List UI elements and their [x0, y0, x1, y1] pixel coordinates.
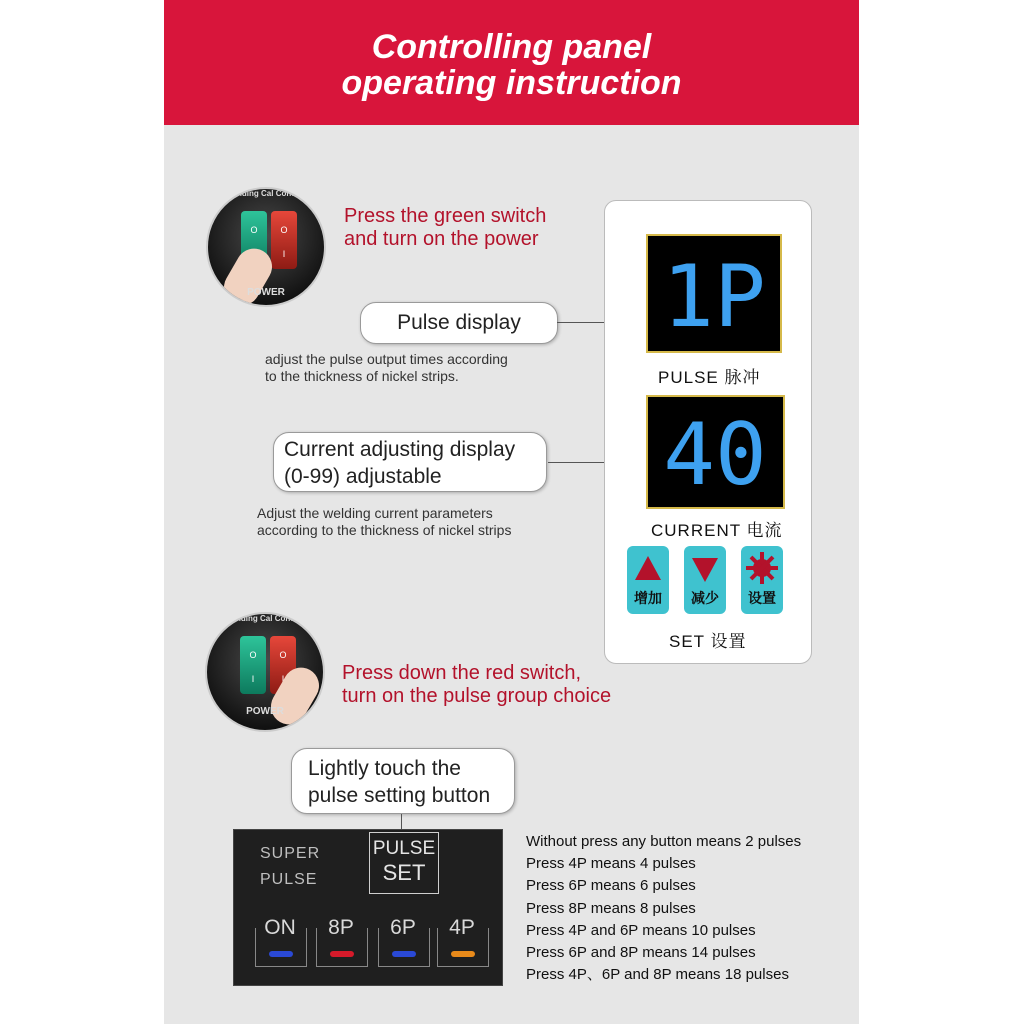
- current-digits: [648, 397, 783, 507]
- control-panel: [604, 200, 812, 664]
- set-button-label: 设置: [748, 590, 776, 606]
- decrease-label: 减少: [691, 590, 719, 606]
- increase-button[interactable]: [627, 546, 669, 614]
- triangle-up-icon: [627, 546, 669, 586]
- pulse-set-line1: PULSE: [372, 838, 436, 859]
- step1-note-line1: Press the green switch: [344, 205, 547, 227]
- pulse-setting-bubble: [291, 748, 515, 814]
- pulse-setting-line1: Lightly touch the: [308, 757, 461, 780]
- green-switch-icon: O: [241, 211, 267, 269]
- pulse-rule: Press 8P means 8 pulses: [526, 899, 696, 917]
- pulse-display: [646, 234, 782, 353]
- mode-4p-button[interactable]: [437, 928, 489, 967]
- red-switch-icon-2: O: [270, 636, 296, 694]
- current-desc-line2: according to the thickness of nickel strips: [257, 522, 512, 538]
- pulse-set-button[interactable]: [369, 832, 439, 894]
- power-label-2: POWER: [246, 706, 284, 717]
- step2-note-line1: Press down the red switch,: [342, 662, 581, 684]
- pulse-rule: Press 4P、6P and 8P means 18 pulses: [526, 966, 789, 984]
- mode-on-label: ON: [264, 916, 296, 939]
- mode-8p-indicator: [330, 951, 354, 957]
- step1-note-line2: and turn on the power: [344, 228, 539, 250]
- title-banner: [164, 0, 859, 125]
- pulse-desc-line2: to the thickness of nickel strips.: [265, 368, 459, 384]
- mode-4p-label: 4P: [449, 916, 475, 939]
- current-display: [646, 395, 785, 509]
- set-button[interactable]: [741, 546, 783, 614]
- current-label: CURRENT 电流: [651, 521, 783, 540]
- mode-on-indicator: [269, 951, 293, 957]
- mode-6p-button[interactable]: [378, 928, 430, 967]
- power-label: POWER: [247, 287, 285, 298]
- mode-4p-indicator: [451, 951, 475, 957]
- banner-title-line2: operating instruction: [341, 64, 682, 102]
- current-bubble-line2: (0-99) adjustable: [284, 465, 442, 488]
- super-pulse-panel: [233, 829, 503, 986]
- red-switch-icon: O I: [271, 211, 297, 269]
- current-bubble-line1: Current adjusting display: [284, 438, 516, 461]
- current-desc-line1: Adjust the welding current parameters: [257, 505, 493, 521]
- current-display-bubble: [273, 432, 547, 492]
- green-switch-photo: [206, 187, 326, 307]
- mode-on-button[interactable]: [255, 928, 307, 967]
- gear-burst-icon: [741, 546, 783, 586]
- pulse-rule: Press 6P means 6 pulses: [526, 877, 696, 895]
- pulse-setting-line2: pulse setting button: [308, 784, 491, 807]
- increase-label: 增加: [634, 590, 662, 606]
- super-label-line1: SUPER: [260, 845, 321, 862]
- set-label: SET 设置: [669, 632, 747, 651]
- mode-8p-button[interactable]: [316, 928, 368, 967]
- pulse-rule: Press 4P means 4 pulses: [526, 855, 696, 873]
- pulse-rule: Without press any button means 2 pulses: [526, 833, 802, 850]
- switch-panel-label: Welding Cal Control: [227, 189, 305, 198]
- decrease-button[interactable]: [684, 546, 726, 614]
- current-value: 40: [663, 405, 767, 505]
- pulse-rule: Press 6P and 8P means 14 pulses: [526, 943, 756, 961]
- switch-panel-label-2: Welding Cal Control: [226, 614, 304, 623]
- red-switch-photo: [205, 612, 325, 732]
- pulse-rules-list: [526, 831, 801, 986]
- step2-note-line2: turn on the pulse group choice: [342, 685, 612, 707]
- pulse-label: PULSE 脉冲: [658, 368, 761, 387]
- mode-6p-label: 6P: [390, 916, 416, 939]
- pulse-value: 1P: [662, 247, 766, 347]
- mode-6p-indicator: [392, 951, 416, 957]
- mode-8p-label: 8P: [328, 916, 354, 939]
- pulse-desc-line1: adjust the pulse output times according: [265, 351, 508, 367]
- triangle-down-icon: [684, 546, 726, 586]
- pulse-rule: Press 4P and 6P means 10 pulses: [526, 921, 756, 939]
- banner-title-line1: Controlling panel: [371, 28, 652, 66]
- green-switch-icon-2: O I: [240, 636, 266, 694]
- pulse-display-bubble: Pulse display: [360, 302, 558, 344]
- super-label-line2: PULSE: [260, 871, 318, 888]
- pulse-digits: [648, 236, 780, 351]
- pulse-set-line2: SET: [382, 860, 426, 885]
